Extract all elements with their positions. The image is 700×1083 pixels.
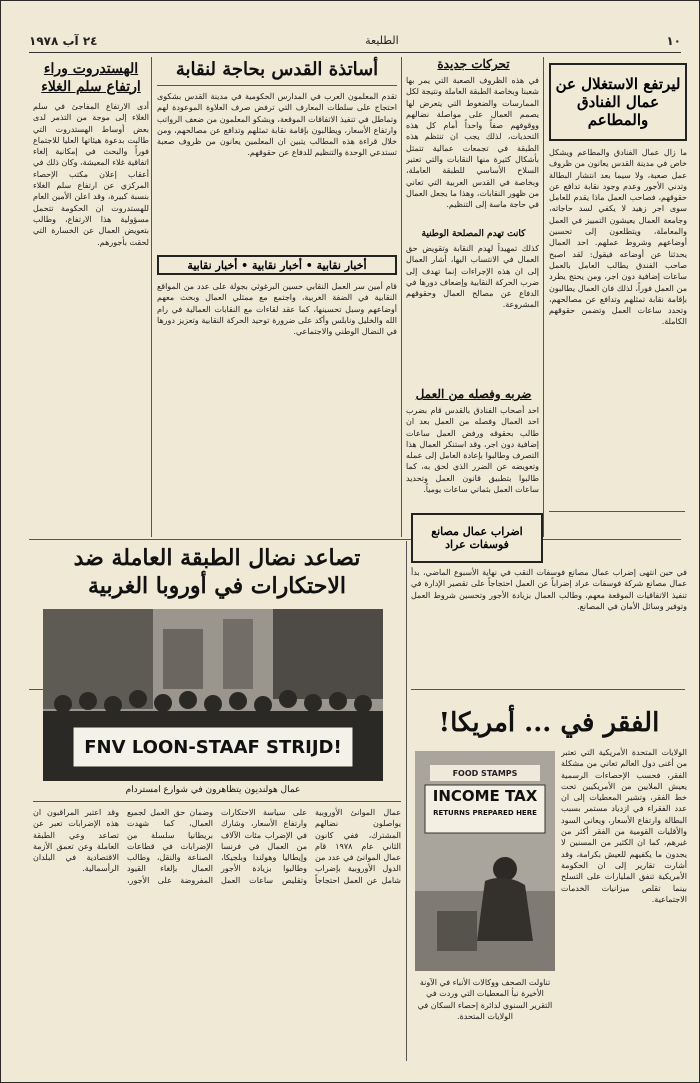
union-lawyer-body: كذلك تمهيداً لهدم النقابة وتقويض حق العمال في الانتساب اليها، أشار العمال إلى ان هذه الإجراءات إنما تهدف إلى ضرب الحركة النقابية وإضعاف دورها في الدفاع عن مصالح العمال وحقوقهم المشروعة.: [406, 244, 539, 310]
arad-strike-body: في حين انتهى إضراب عمال مصانع فوسفات النقب في نهاية الأسبوع الماضي، بدأ عمال مصانع شركة فوسفات عراد إضراباً عن العمل احتجاجاً على تقصير الإدارة في تنفيذ الاتفاقيات الموقعة معهم، وطالب العمال بزيادة الأجور وتحسين شروط العمل وتوفير وسائل الأمان في المصانع.: [411, 568, 687, 611]
arad-strike-headline: اضراب عمال مصانع فوسفات عراد: [411, 513, 543, 563]
strike-fired-body: احد أصحاب الفنادق بالقدس قام بضرب احد العمال وفصله من العمل بعد ان طالب بحقوقه ورفض العمل ساعات إضافية دون اجر، وقد استنكر العمال هذا التصرف وطالبوا بإعادة العامل إلى عمله وتعويضه عن الضرر الذي لحق به، كما طالبوا بتطبيق قانون العمل وتحديد ساعات العمل بثماني ساعات يومياً.: [406, 406, 539, 495]
section-rule: [549, 511, 685, 512]
section-rule: [29, 539, 681, 540]
section-rule: [33, 801, 401, 802]
income-tax-sign: INCOME TAX: [432, 787, 538, 805]
paper-name: الطليعة: [365, 34, 399, 47]
headline-underline: [157, 85, 397, 86]
masthead: [29, 29, 681, 53]
quds-teachers-headline: أساتذة القدس بحاجة لنقابة: [175, 59, 379, 80]
histadrut-body: أدى الارتفاع المفاجئ في سلم الغلاء إلى موجة من التذمر لدى بعض أوساط الهستدروت التي طالبت بدعوة هيئاتها العليا للاجتماع فوراً والبحث في إمكانية إلغاء اتفاقية غلاء المعيشة، وكان ذلك في أعقاب إعلان مكتب الإحصاء المركزي عن ارتفاع سلم الغلاء بنسبة كبيرة، وقد اعلن الأمين العام للهستدروت ان الحكومة تتحمل مسؤولية هذا الارتفاع، وطالب بتعويض العمال عن الخسارة التي لحقت بأجورهم.: [33, 102, 149, 247]
poverty-america-headline: الفقر في ... أمريكا!: [438, 708, 660, 738]
column-rule: [543, 57, 544, 537]
union-news-body: قام أمين سر العمل النقابي حسين البرغوثي بجولة على عدد من المواقع النقابية في الضفة الغربية، واجتمع مع ممثلي العمال وبحث معهم أوضاعهم وسبل تحسينها، كما عقد لقاءات مع النقابات العمالية في رام الله والخليل ونابلس وأكد على ضرورة توحيد الحركة النقابية وتعزيز دورها في النضال الوطني والاجتماعي.: [157, 282, 397, 337]
europe-workers-body: عمال الموانئ الأوروبية يواصلون نضالهم المشترك، ففي كانون الثاني عام ١٩٧٨ قام عمال الموانئ في عدد من الدول الأوروبية بإضراب شامل عن العمل احتجاجاً على سياسة الاحتكارات وارتفاع الأسعار، وشارك في الإضراب مئات الآلاف من العمال في فرنسا وإيطاليا وهولندا وبلجيكا، وطالبوا بزيادة الأجور وتقليص ساعات العمل وضمان حق العمل لجميع العمال، كما شهدت بريطانيا سلسلة من الإضرابات في قطاعات الصناعة والنقل، وطالب العمال بإلغاء القيود المفروضة على الأجور، وقد اعتبر المراقبون ان هذه الإضرابات تعبر عن تصاعد وعي الطبقة العاملة وعن تعمق الأزمة الاقتصادية في البلدان الرأسمالية.: [33, 808, 401, 885]
poverty-america-body: الولايات المتحدة الأمريكية التي تعتبر من أغنى دول العالم تعاني من مشكلة الفقر، فحسب الإحصاءات الرسمية يعيش الملايين من الأمريكيين تحت خط الفقر، وتشير المعطيات إلى ان عدد الفقراء في ازدياد مستمر بسبب البطالة وارتفاع الأسعار، ويعاني السود والأقليات القومية من الفقر أكثر من غيرهم، كما ان الكثير من المسنين لا يجدون ما يكفيهم للعيش بكرامة، وقد أشارت تقارير إلى ان الحكومة الأمريكية تنفق المليارات على التسلح بينما تقلص ميزانيات الخدمات الاجتماعية.: [561, 748, 687, 904]
hotel-workers-body: ما زال عمال الفنادق والمطاعم ويشكل خاص في مدينة القدس يعانون من ظروف عمل صعبة، ولا سيما بعد انتشار البطالة وتدني الأجور وعدم وجود نقابة تدافع عن حقوقهم، فصاحب العمل ماذا يقدم للعامل سوى اجر زهيد لا يكفي لسد حاجاته، وجامعة العمال يعيشون التمييز في العمل والمعاملة، ويتطلعون إلى تحسين أوضاعهم وشروط عملهم. احد العمال يحدثنا عن أوضاعه فيقول: لقد اصبح صاحب الفندق يطالب العامل بالعمل ساعات إضافية دون اجر، ومن يحتج يطرد من العمل فوراً، لذلك فان العمال يطالبون بإقامة نقابة تمثلهم وتدافع عن مصالحهم، وتحدد ساعات العمل وتضمن حقوقهم الكاملة.: [549, 148, 687, 327]
europe-photo-caption: عمال هولنديون يتظاهرون في شوارع امستردام: [125, 785, 301, 795]
strike-fired-headline: ضربه وفصله من العمل: [415, 387, 532, 401]
column-rule: [401, 57, 402, 537]
new-struggles-body: في هذه الظروف الصعبة التي يمر بها شعبنا وبخاصة الطبقة العاملة ونتيجة لكل الممارسات والضغوط التي يتعرض لها يصمم العمال على مواصلة نضالهم ووقوفهم صفاً واحداً أمام كل هذه التحديات، لذلك يجب ان تنتظم هذه الطبقة في تجمعات عمالية تتمثل بأشكال كثيرة منها النقابات والتي تعتبر السلاح الأساسي للطبقة العاملة، وبخاصة في القدس العربية التي تعاني من ظهور النقابات، وهذا ما يجعل العمال في حاجة ماسة إلى التنظيم.: [406, 76, 539, 210]
page-number: ١٠: [666, 33, 681, 48]
amsterdam-demonstration-photo: [43, 609, 383, 781]
poverty-photo-caption: تناولت الصحف ووكالات الأنباء في الآونة الأخيرة نبأ المعطيات التي وردت في التقرير السنوي لدائرة إحصاء السكان في الولايات المتحدة.: [417, 978, 553, 1021]
income-tax-illustration: [415, 751, 555, 971]
income-tax-photo: [415, 751, 555, 971]
column-rule: [406, 541, 407, 1061]
hotel-workers-headline: ليرتفع الاستغلال عن عمال الفنادق والمطاعم: [549, 63, 687, 141]
issue-date: ٢٤ آب ١٩٧٨: [29, 33, 98, 48]
column-rule: [151, 57, 152, 537]
section-rule: [411, 689, 685, 690]
europe-workers-headline: تصاعد نضال الطبقة العاملة ضد الاحتكارات في أوروبا الغربية: [73, 545, 361, 599]
union-news-banner: أخبار نقابية • أخبار نقابية • أخبار نقابية: [157, 255, 397, 275]
union-lawyer-headline: كانت تهدم المصلحة الوطنية: [421, 229, 526, 239]
histadrut-headline: الهستدروت وراء ارتفاع سلم الغلاء: [41, 61, 141, 95]
fnv-banner-text: FNV LOON-STAAF STRIJD!: [84, 736, 342, 758]
quds-teachers-body: تقدم المعلمون العرب في المدارس الحكومية في مدينة القدس بشكوى احتجاج على سلطات المعارف التي ترفض صرف العلاوة الموعودة لهم وتماطل في تنفيذ الاتفاقات الموقعة، ويشكو المعلمون من ضعف الرواتب وارتفاع الأسعار، ويطالبون بإقامة نقابة تمثلهم وتدافع عن مصالحهم، ومن خلال قراءة هذه المطالب يتبين ان المعلمين يعانون من ظروف صعبة تستدعي الوحدة والتنظيم للدفاع عن حقوقهم.: [157, 92, 397, 158]
returns-prepared-sign: RETURNS PREPARED HERE: [433, 809, 537, 817]
food-stamps-sign: FOOD STAMPS: [452, 768, 518, 778]
new-struggles-headline: تحركات جديدة: [437, 57, 510, 71]
